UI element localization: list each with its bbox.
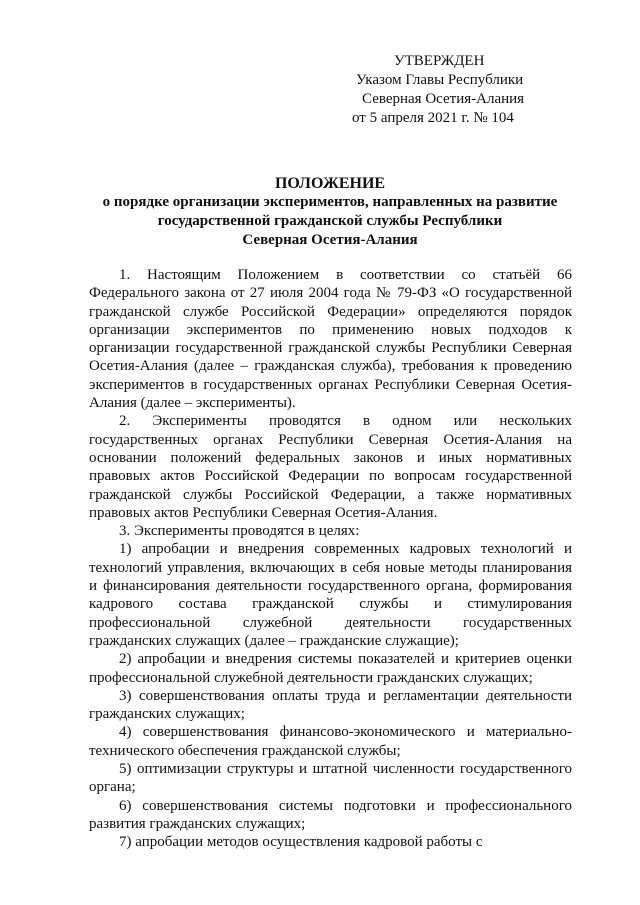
paragraph-1: 1. Настоящим Положением в соответствии со статьёй 66 Федерального закона от 27 июля 2004 года № 79-ФЗ «О государственной гражданской службе Российской Федерации» определяются порядок организации экспериментов по применению новых подходов к организации государственной гражданской службы Республики Северная Осетия-Алания (далее – гражданская служба), требования к проведению экспериментов в государственных органах Республики Северная Осетия-Алания (далее – эксперименты). (89, 267, 572, 412)
list-item-2: 2) апробации и внедрения системы показателей и критериев оценки профессиональной служебной деятельности гражданских служащих; (89, 651, 572, 686)
list-item-3: 3) совершенствования оплаты труда и регламентации деятельности гражданских служащих; (89, 687, 572, 723)
document-subtitle-line-3: Северная Осетия-Алания (242, 232, 418, 248)
document-subtitle-line-2: государственной гражданской службы Республики (157, 213, 503, 229)
list-item-1: 1) апробации и внедрения современных кадровых технологий и технологий управления, включающих в себя новые методы планирования и финансирования деятельности государственного органа, формирования кадрового состава гражданской службы и стимулирования профессиональной служебной деятельности государственных гражданских служащих (далее – гражданские служащие); (89, 541, 572, 649)
list-item-6: 6) совершенствования системы подготовки и профессионального развития гражданских служащих; (89, 797, 572, 832)
document-title-block (60, 174, 600, 250)
document-subtitle-line-1: о порядке организации экспериментов, направленных на развитие (102, 194, 558, 210)
approval-heading: УТВЕРЖДЕН (394, 53, 485, 69)
document-body (89, 266, 572, 852)
list-item-4: 4) совершенствования финансово-экономического и материально-технического обеспечения гражданской службы; (89, 724, 572, 759)
approval-stamp (340, 52, 600, 128)
list-item-7: 7) апробации методов осуществления кадровой работы с (119, 834, 483, 851)
document-title: ПОЛОЖЕНИЕ (274, 175, 386, 192)
paragraph-3: 3. Эксперименты проводятся в целях: (119, 523, 360, 540)
approval-republic-line: Северная Осетия-Алания (362, 91, 525, 107)
paragraph-2: 2. Эксперименты проводятся в одном или нескольких государственных органах Республики Северная Осетия-Алания на основании положений федеральных законов и иных нормативных правовых актов Российской Федерации по вопросам государственной гражданской службы Российской Федерации, а также нормативных правовых актов Республики Северная Осетия-Алания. (89, 413, 572, 521)
list-item-5: 5) оптимизации структуры и штатной численности государственного органа; (89, 761, 572, 796)
approval-date-number: от 5 апреля 2021 г. № 104 (352, 110, 514, 126)
approval-decree-line: Указом Главы Республики (356, 72, 524, 88)
